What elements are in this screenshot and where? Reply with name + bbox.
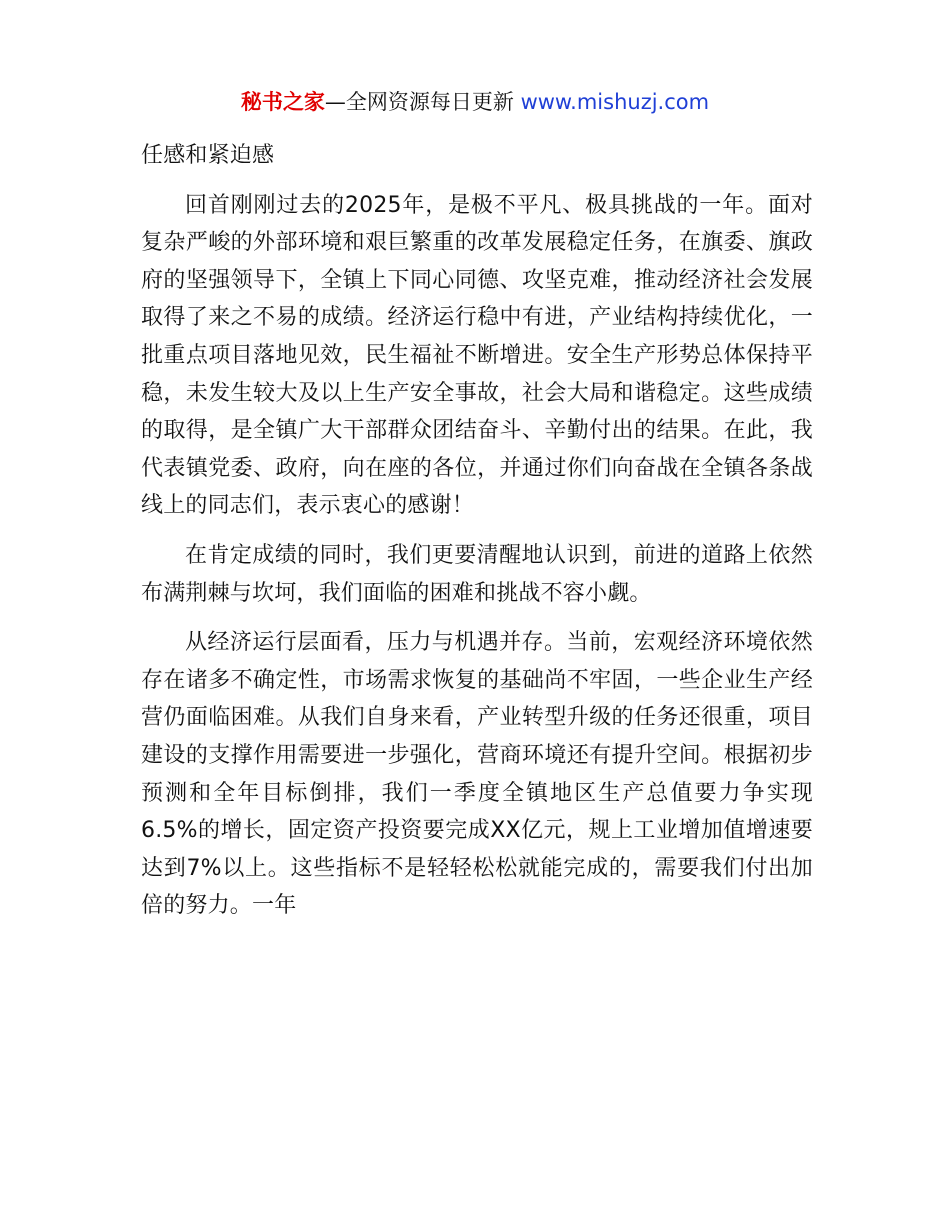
paragraph-continuation: 任感和紧迫感 [141,143,275,168]
site-url-link[interactable]: www.mishuzj.com [520,90,710,114]
paragraph: 回首刚刚过去的2025年，是极不平凡、极具挑战的一年。面对复杂严峻的外部环境和艰巨繁重的改革发展稳定任务，在旗委、旗政府的坚强领导下，全镇上下同心同德、攻坚克难，推动经济社会发展取得了来之不易的成绩。经济运行稳中有进，产业结构持续优化，一批重点项目落地见效，民生福祉不断增进。安全生产形势总体保持平稳，未发生较大及以上生产安全事故，社会大局和谐稳定。这些成绩的取得，是全镇广大干部群众团结奋斗、辛勤付出的结果。在此，我代表镇党委、政府，向在座的各位，并通过你们向奋战在全镇各条战线上的同志们，表示衷心的感谢！ [141,192,813,519]
header-tagline: —全网资源每日更新 [324,90,514,114]
site-header [0,86,950,118]
paragraph: 从经济运行层面看，压力与机遇并存。当前，宏观经济环境依然存在诸多不确定性，市场需求恢复的基础尚不牢固，一些企业生产经营仍面临困难。从我们自身来看，产业转型升级的任务还很重，项目建设的支撑作用需要进一步强化，营商环境还有提升空间。根据初步预测和全年目标倒排，我们一季度全镇地区生产总值要力争实现6.5%的增长，固定资产投资要完成XX亿元，规上工业增加值增速要达到7%以上。这些指标不是轻轻松松就能完成的，需要我们付出加倍的努力。一年 [141,630,813,919]
document-body [141,137,813,937]
paragraph: 在肯定成绩的同时，我们更要清醒地认识到，前进的道路上依然布满荆棘与坎坷，我们面临的困难和挑战不容小觑。 [141,542,813,606]
brand-name: 秘书之家 [240,90,325,114]
